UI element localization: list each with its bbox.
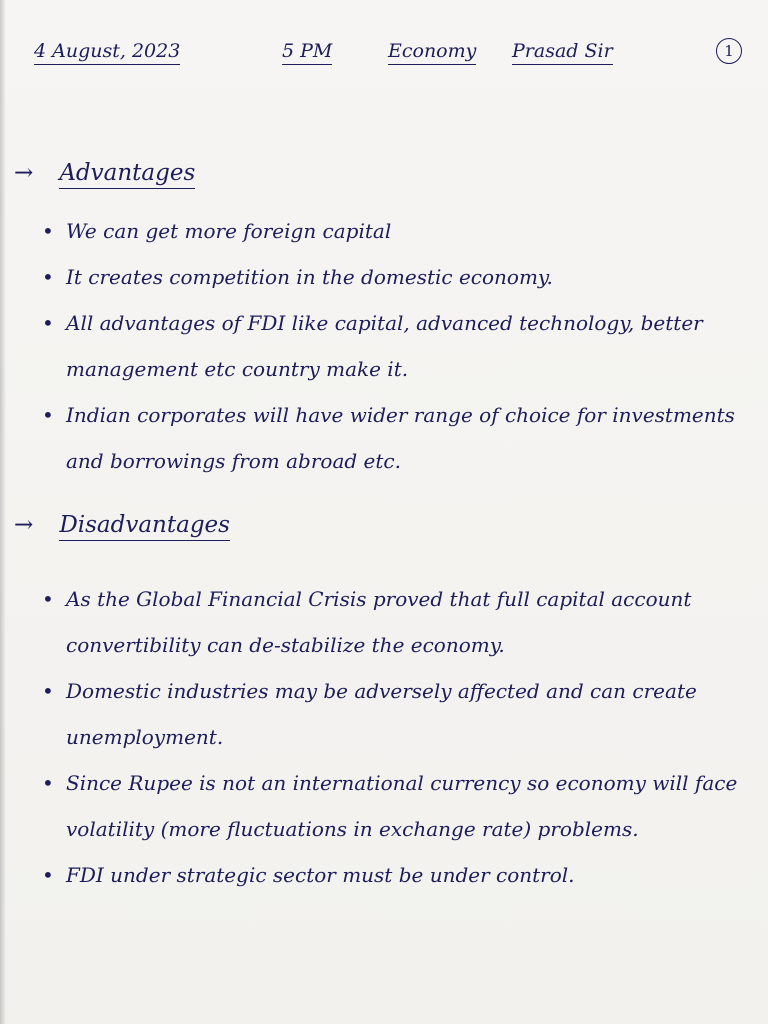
bullet-icon: •: [42, 587, 54, 611]
list-item: [30, 254, 758, 300]
bullet-icon: •: [42, 679, 54, 703]
list-item-text: It creates competition in the domestic economy.: [66, 265, 553, 289]
advantages-heading: [14, 160, 195, 186]
disadvantages-heading: [14, 512, 230, 538]
disadvantages-title: Disadvantages: [59, 512, 230, 541]
list-item: [30, 668, 758, 760]
list-item: [30, 852, 758, 898]
list-item: [30, 760, 758, 852]
list-item-text: We can get more foreign capital: [66, 219, 392, 243]
list-item-text: Indian corporates will have wider range of choice for investments and borrowings from abroad etc.: [66, 403, 735, 473]
bullet-icon: •: [42, 863, 54, 887]
bullet-icon: •: [42, 771, 54, 795]
list-item-text: Since Rupee is not an international currency so economy will face volatility (more fluctuations in exchange rate) problems.: [66, 771, 738, 841]
list-item: [30, 576, 758, 668]
arrow-right-icon: →: [14, 512, 34, 538]
header-teacher: Prasad Sir: [512, 40, 613, 65]
page-header: [0, 40, 768, 80]
list-item: [30, 392, 758, 484]
bullet-icon: •: [42, 219, 54, 243]
header-time: 5 PM: [282, 40, 332, 65]
list-item: [30, 208, 758, 254]
header-date: 4 August, 2023: [34, 40, 180, 65]
bullet-icon: •: [42, 311, 54, 335]
list-item-text: All advantages of FDI like capital, advanced technology, better management etc country make it.: [66, 311, 703, 381]
bullet-icon: •: [42, 265, 54, 289]
list-item: [30, 300, 758, 392]
list-item-text: As the Global Financial Crisis proved that full capital account convertibility can de-stabilize the economy.: [66, 587, 692, 657]
list-item-text: Domestic industries may be adversely affected and can create unemployment.: [66, 679, 697, 749]
advantages-list: [30, 208, 758, 484]
list-item-text: FDI under strategic sector must be under control.: [66, 863, 575, 887]
arrow-right-icon: →: [14, 160, 34, 186]
disadvantages-list: [30, 576, 758, 898]
page-number: 1: [716, 38, 742, 64]
header-subject: Economy: [388, 40, 476, 65]
advantages-title: Advantages: [59, 160, 195, 189]
bullet-icon: •: [42, 403, 54, 427]
